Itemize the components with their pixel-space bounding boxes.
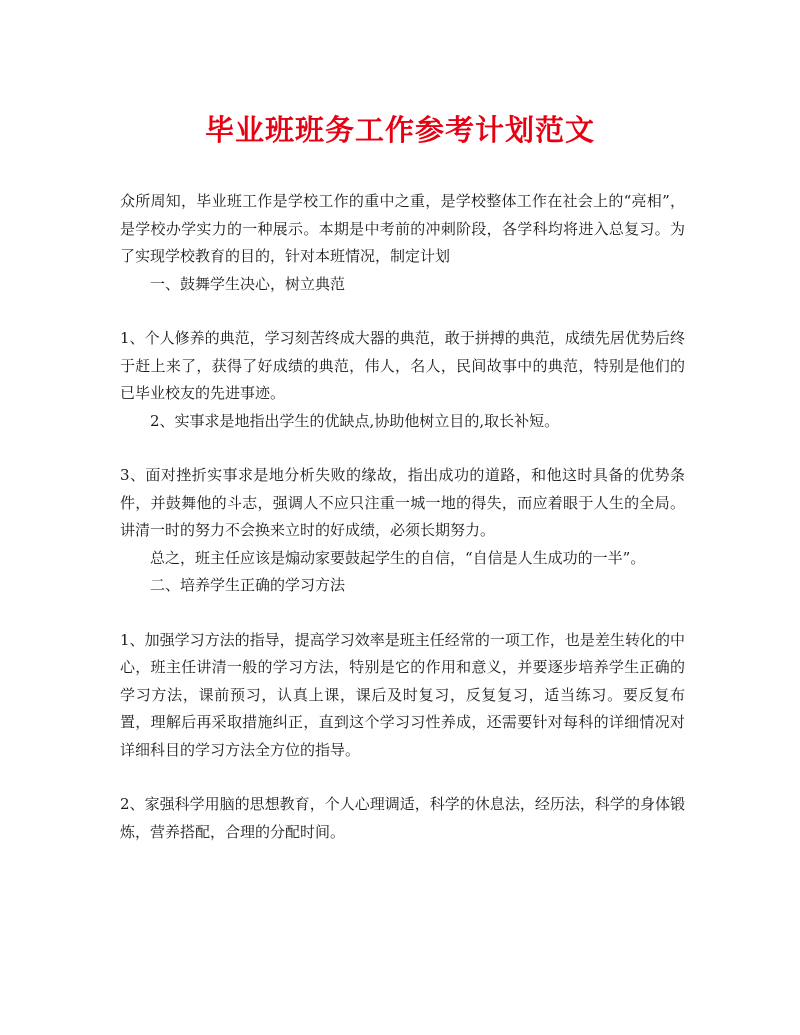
section-heading-2: 二、培养学生正确的学习方法 xyxy=(150,576,346,594)
summary-paragraph: 总之，班主任应该是煽动家要鼓起学生的自信，“自信是人生成功的一半”。 xyxy=(150,548,646,567)
paragraph-2-1: 1、加强学习方法的指导，提高学习效率是班主任经常的一项工作，也是差生转化的中心，班主任讲清一般的学习方法，特别是它的作用和意义，并要逐步培养学生正确的学习方法，课前预习，认真上课，课后及时复习，反复复习，适当练习。要反复布置，理解后再采取措施纠正，直到这个学习习性养成，还需要针对每科的详细情况对详细科目的学习方法全方位的指导。 xyxy=(120,630,685,759)
section-heading-1: 一、鼓舞学生决心，树立典范 xyxy=(150,274,346,293)
paragraph-2-2: 2、家强科学用脑的思想教育，个人心理调适，科学的休息法，经历法，科学的身体锻炼，营养搭配，合理的分配时间。 xyxy=(120,795,685,841)
document-body xyxy=(120,188,685,846)
paragraph-1-3: 3、面对挫折实事求是地分析失败的缘故，指出成功的道路，和他这时具备的优势条件，并鼓舞他的斗志，强调人不应只注重一城一地的得失，而应着眼于人生的全局。讲清一时的努力不会换来立时的好成绩，必须长期努力。 xyxy=(120,466,685,539)
paragraph-1-1: 1、个人修养的典范，学习刻苦终成大器的典范，敢于拼搏的典范，成绩先居优势后终于赶上来了，获得了好成绩的典范，伟人，名人，民间故事中的典范，特别是他们的已毕业校友的先进事迹。 xyxy=(120,329,685,402)
document-title: 毕业班班务工作参考计划范文 xyxy=(204,113,595,147)
paragraph-1-2: 2、实事求是地指出学生的优缺点,协助他树立目的,取长补短。 xyxy=(150,411,560,430)
intro-paragraph: 众所周知，毕业班工作是学校工作的重中之重，是学校整体工作在社会上的“亮相”，是学校办学实力的一种展示。本期是中考前的冲刺阶段，各学科均将进入总复习。为了实现学校教育的目的，针对本班情况，制定计划 xyxy=(120,192,685,265)
